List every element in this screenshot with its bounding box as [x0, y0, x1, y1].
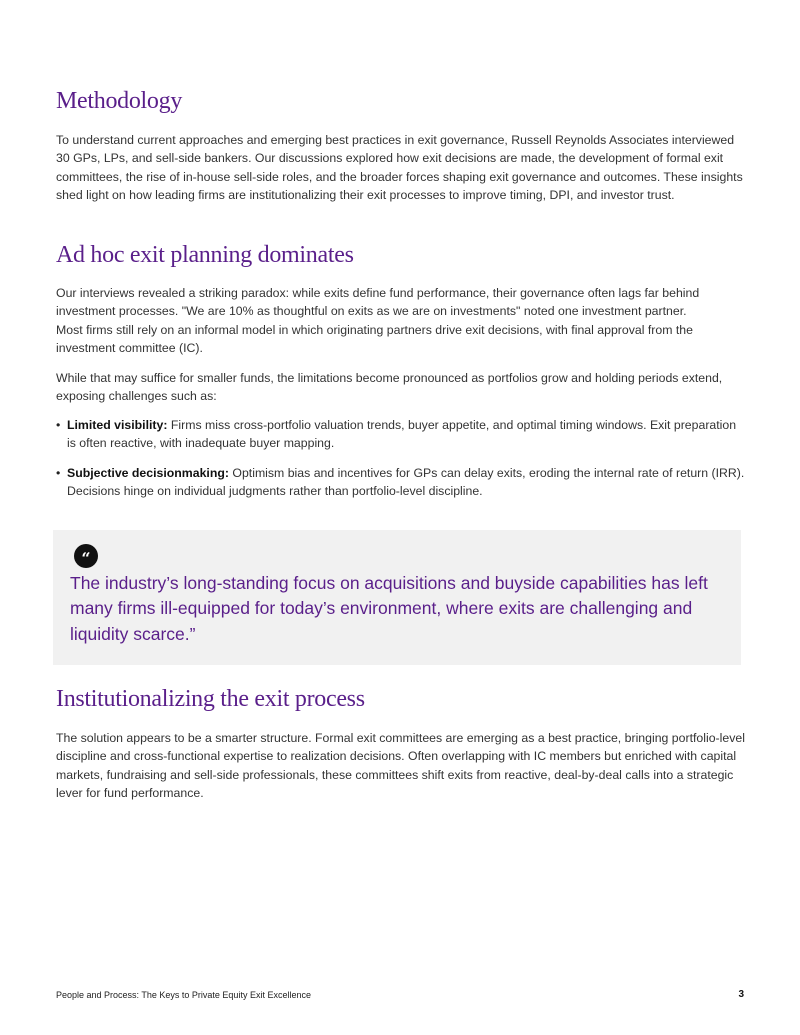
institutionalizing-body: The solution appears to be a smarter structure. Formal exit committees are emerging as a best practice, bringing portfolio-level discipline and cross-functional expertise to realization decisions. Often overlapping with IC members but enriched with capital markets, fundraising and sell-side professionals, these committees shift exits from reactive, deal-by-deal calls into a strategic lever for fund performance. — [56, 731, 745, 801]
bullet-text: Firms miss cross-portfolio valuation trends, buyer appetite, and optimal timing windows. Exit preparation is often reactive, with inadequate buyer mapping. — [67, 418, 737, 451]
methodology-heading: Methodology — [56, 88, 183, 114]
list-item — [56, 416, 746, 453]
adhoc-paragraph-1b: Most firms still rely on an informal model in which originating partners drive exit decisions, with final approval from the investment committee (IC). — [56, 323, 693, 356]
bullet-label: Subjective decisionmaking: — [67, 465, 229, 480]
methodology-body: To understand current approaches and emerging best practices in exit governance, Russell Reynolds Associates interviewed 30 GPs, LPs, and sell-side bankers. Our discussions explored how exit decisions are made, the development of formal exit committees, the rise of in-house sell-side roles, and the broader forces shaping exit governance and outcomes. These insights shed light on how leading firms are institutionalizing their exit processes to improve timing, DPI, and investor trust. — [56, 133, 743, 203]
pull-quote-text: The industry’s long-standing focus on acquisitions and buyside capabilities has left many firms ill-equipped for today’s environment, where exits are challenging and liquidity scarce.” — [70, 573, 708, 644]
adhoc-paragraph-1: Our interviews revealed a striking paradox: while exits define fund performance, their governance often lags far behind investment processes. "We are 10% as thoughtful on exits as we are on investments" noted one investment partner. — [56, 286, 700, 319]
bullet-text: Optimism bias and incentives for GPs can delay exits, eroding the internal rate of return (IRR). Decisions hinge on individual judgments rather than portfolio-level discipline. — [67, 465, 745, 499]
list-item — [56, 464, 746, 501]
adhoc-paragraph-2: While that may suffice for smaller funds, the limitations become pronounced as portfolios grow and holding periods extend, exposing challenges such as: — [56, 371, 723, 404]
bullet-label: Limited visibility: — [67, 418, 168, 432]
page-number: 3 — [738, 989, 744, 1000]
pull-quote — [53, 530, 741, 665]
challenge-list — [56, 416, 746, 512]
footer-title: People and Process: The Keys to Private Equity Exit Excellence — [56, 990, 311, 1000]
institutionalizing-heading: Institutionalizing the exit process — [56, 686, 365, 712]
adhoc-heading: Ad hoc exit planning dominates — [56, 242, 354, 268]
quote-icon: “ — [74, 544, 98, 568]
